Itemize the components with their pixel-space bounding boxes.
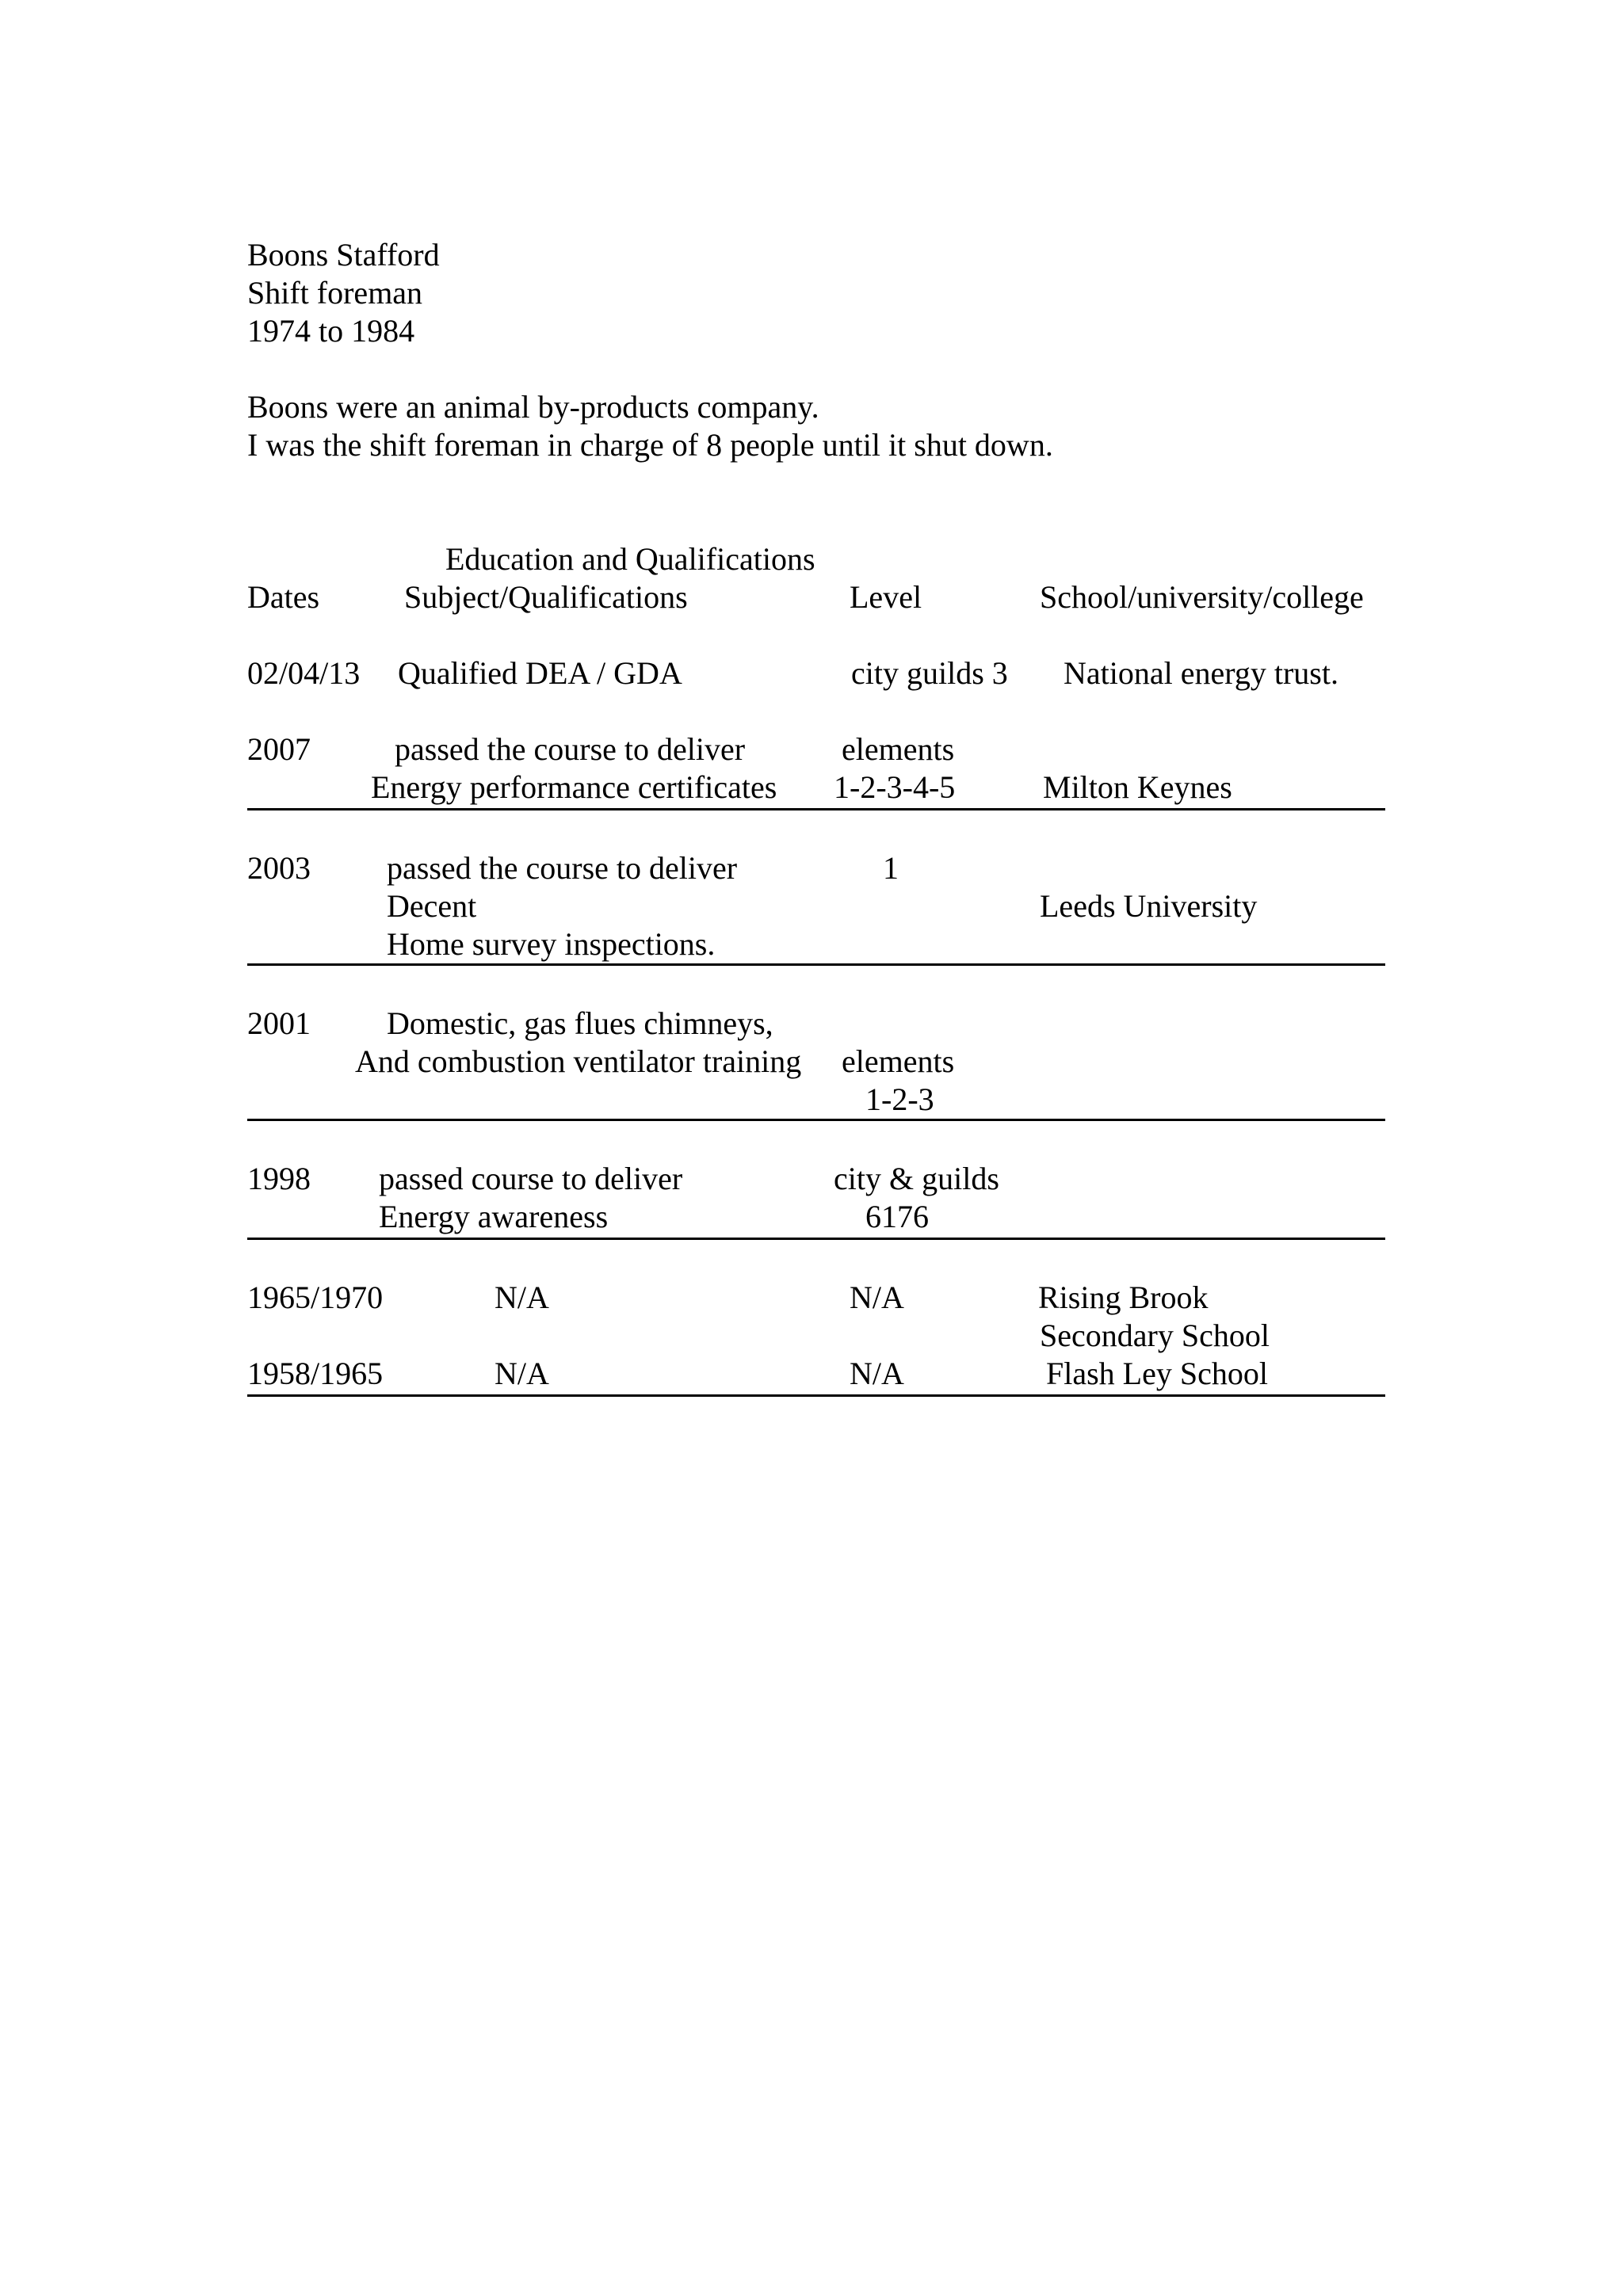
table-row-subject: And combustion ventilator training bbox=[355, 1043, 802, 1079]
table-row-level: N/A bbox=[850, 1356, 904, 1391]
table-row-date: 2003 bbox=[247, 850, 311, 886]
table-row-subject: Energy awareness bbox=[379, 1199, 609, 1234]
table-row-level: 1-2-3 bbox=[865, 1081, 934, 1117]
table-row-level: city & guilds bbox=[834, 1161, 999, 1196]
table-row-school: National energy trust. bbox=[1064, 655, 1338, 691]
table-row-subject: N/A bbox=[495, 1280, 549, 1315]
row-divider bbox=[247, 1238, 1385, 1240]
table-row-subject: passed course to deliver bbox=[379, 1161, 683, 1196]
column-header-level: Level bbox=[850, 579, 922, 615]
table-row-subject: Qualified DEA / GDA bbox=[398, 655, 682, 691]
row-divider bbox=[247, 1394, 1385, 1397]
employment-description-line: Boons were an animal by-products company. bbox=[247, 389, 819, 425]
employment-description-line: I was the shift foreman in charge of 8 people until it shut down. bbox=[247, 427, 1053, 463]
table-row-school: Secondary School bbox=[1040, 1318, 1270, 1353]
table-row-school: Leeds University bbox=[1040, 888, 1258, 924]
table-row-school: Milton Keynes bbox=[1043, 769, 1232, 805]
table-row-subject: Domestic, gas flues chimneys, bbox=[387, 1005, 773, 1041]
table-row-subject: N/A bbox=[495, 1356, 549, 1391]
column-header-dates: Dates bbox=[247, 579, 320, 615]
table-row-subject: passed the course to deliver bbox=[395, 731, 746, 767]
column-header-school: School/university/college bbox=[1040, 579, 1364, 615]
table-row-date: 1965/1970 bbox=[247, 1280, 384, 1315]
column-header-subject: Subject/Qualifications bbox=[404, 579, 688, 615]
employer-name: Boons Stafford bbox=[247, 237, 440, 273]
employment-period: 1974 to 1984 bbox=[247, 313, 415, 349]
table-row-subject: Decent bbox=[387, 888, 477, 924]
table-row-subject: passed the course to deliver bbox=[387, 850, 738, 886]
education-heading: Education and Qualifications bbox=[445, 541, 815, 577]
row-divider bbox=[247, 963, 1385, 966]
table-row-date: 1998 bbox=[247, 1161, 311, 1196]
table-row-level: elements bbox=[842, 1043, 955, 1079]
table-row-date: 02/04/13 bbox=[247, 655, 361, 691]
table-row-level: elements bbox=[842, 731, 955, 767]
table-row-level: city guilds 3 bbox=[851, 655, 1008, 691]
table-row-date: 2007 bbox=[247, 731, 311, 767]
table-row-level: 1-2-3-4-5 bbox=[834, 769, 956, 805]
table-row-subject: Home survey inspections. bbox=[387, 926, 716, 962]
row-divider bbox=[247, 808, 1385, 810]
table-row-date: 2001 bbox=[247, 1005, 311, 1041]
table-row-level: 1 bbox=[883, 850, 899, 886]
table-row-subject: Energy performance certificates bbox=[371, 769, 777, 805]
table-row-school: Rising Brook bbox=[1038, 1280, 1209, 1315]
table-row-level: N/A bbox=[850, 1280, 904, 1315]
job-role: Shift foreman bbox=[247, 275, 423, 311]
table-row-school: Flash Ley School bbox=[1046, 1356, 1268, 1391]
row-divider bbox=[247, 1119, 1385, 1121]
table-row-level: 6176 bbox=[865, 1199, 929, 1234]
table-row-date: 1958/1965 bbox=[247, 1356, 384, 1391]
